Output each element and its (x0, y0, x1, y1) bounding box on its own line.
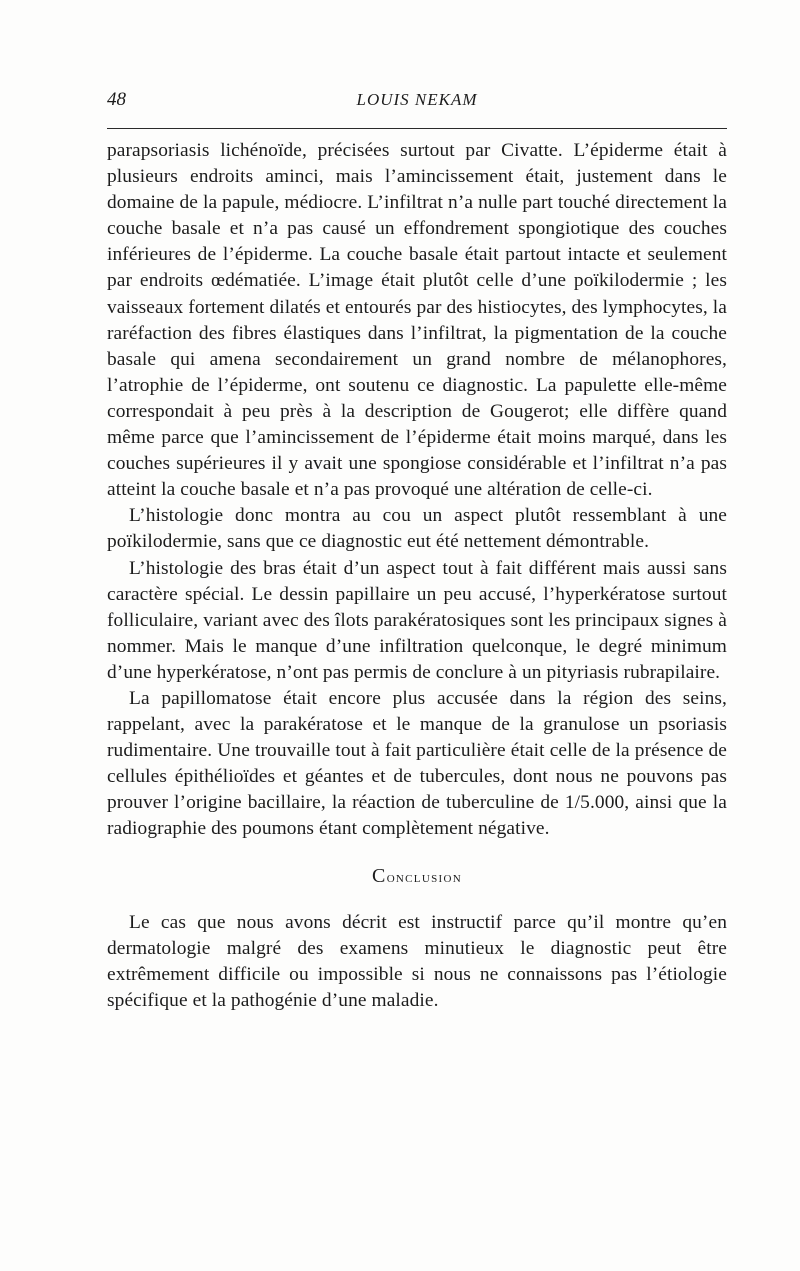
paragraph-continued: parapsoriasis lichénoïde, précisées surtout par Civatte. L’épiderme était à plusieurs endroits aminci, mais l’amincissement était, justement dans le domaine de la papule, médiocre. L’infiltrat n’a nulle part touché directement la couche basale et n’a pas causé un effondrement spongiotique des couches inférieures de l’épiderme. La couche basale était partout intacte et seulement par endroits œdématiée. L’image était plutôt celle d’une poïkilodermie ; les vaisseaux fortement dilatés et entourés par des histiocytes, des lymphocytes, la raréfaction des fibres élastiques dans l’infiltrat, la pigmentation de la couche basale qui amena secondairement un grand nombre de mélanophores, l’atrophie de l’épiderme, ont soutenu ce diagnostic. La papulette elle-même correspondait à peu près à la description de Gougerot; elle diffère quand même parce que l’amincissement de l’épiderme était moins marqué, dans les couches supérieures il y avait une spongiose considérable et l’infiltrat n’a pas atteint la couche basale et n’a pas provoqué une altération de celle-ci. (107, 140, 727, 501)
section-heading-conclusion (107, 863, 727, 891)
running-title: LOUIS NEKAM (356, 90, 478, 109)
page-number: 48 (107, 89, 126, 110)
section-heading-initial: C (372, 864, 387, 887)
running-head (107, 89, 727, 113)
paragraph-histology-arms: L’histologie des bras était d’un aspect tout à fait différent mais aussi sans caractère spécial. Le dessin papillaire un peu accusé, l’hyperkératose surtout folliculaire, variant avec des îlots parakératosiques sont les principaux signes à nommer. Mais le manque d’une infiltration quelconque, le degré minimum d’une hyperkératose, n’ont pas permis de conclure à un pityriasis rubrapilaire. (107, 557, 727, 683)
body-text (107, 138, 727, 1014)
paragraph-papillomatosis: La papillomatose était encore plus accusée dans la région des seins, rappelant, avec la parakératose et le manque de la granulose un psoriasis rudimentaire. Une trouvaille tout à fait particulière était celle de la présence de cellules épithélioïdes et géantes et de tubercules, dont nous ne pouvons pas prouver l’origine bacillaire, la réaction de tuberculine de 1/5.000, ainsi que la radiographie des poumons étant complètement négative. (107, 687, 727, 840)
paragraph-histology-neck: L’histologie donc montra au cou un aspect plutôt ressemblant à une poïkilodermie, sans que ce diagnostic eut été nettement démontrable. (107, 505, 727, 553)
section-heading-rest: onclusion (386, 868, 462, 886)
header-rule (107, 128, 727, 129)
paragraph-conclusion: Le cas que nous avons décrit est instructif parce qu’il montre qu’en dermatologie malgré des examens minutieux le diagnostic peut être extrêmement difficile ou impossible si nous ne connaissons pas l’étiologie spécifique et la pathogénie d’une maladie. (107, 911, 727, 1011)
